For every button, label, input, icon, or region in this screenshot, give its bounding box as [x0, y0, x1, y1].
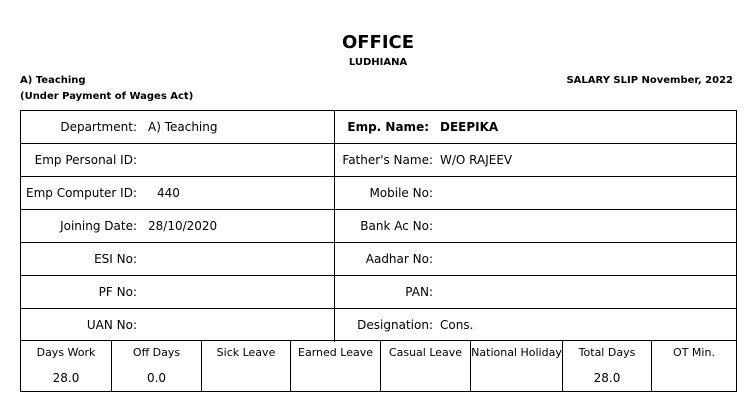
uan-label: UAN No:	[86, 318, 137, 332]
attendance-column-off-days	[111, 341, 201, 391]
table-row	[21, 144, 736, 177]
column-divider	[334, 177, 335, 209]
personal-id-label: Emp Personal ID:	[34, 153, 137, 167]
attendance-column-national-holiday	[470, 341, 562, 391]
attendance-column-ot-min	[651, 341, 736, 391]
department-label: Department:	[60, 120, 137, 134]
attendance-header: National Holiday	[471, 346, 562, 359]
attendance-header: Casual Leave	[388, 346, 463, 359]
bank-ac-label: Bank Ac No:	[360, 219, 433, 233]
table-row	[21, 111, 736, 144]
designation-value: Cons.	[440, 318, 474, 332]
attendance-column-casual-leave	[380, 341, 470, 391]
aadhar-label: Aadhar No:	[365, 252, 433, 266]
attendance-table	[20, 340, 737, 392]
department-value: A) Teaching	[148, 120, 218, 134]
column-divider	[334, 210, 335, 242]
pf-label: PF No:	[98, 285, 137, 299]
emp-name-value: DEEPIKA	[440, 120, 499, 134]
esi-label: ESI No:	[94, 252, 137, 266]
attendance-column-days-work	[21, 341, 111, 391]
section-block	[20, 73, 193, 105]
computer-id-value: 440	[157, 186, 180, 200]
column-divider	[334, 144, 335, 176]
attendance-value: 28.0	[52, 371, 80, 385]
attendance-value: 28.0	[593, 371, 621, 385]
column-divider	[334, 276, 335, 308]
mobile-label: Mobile No:	[369, 186, 433, 200]
slip-title: SALARY SLIP November, 2022	[566, 75, 733, 86]
designation-label: Designation:	[357, 318, 433, 332]
table-row	[21, 243, 736, 276]
fathers-name-label: Father's Name:	[342, 153, 433, 167]
column-divider	[334, 243, 335, 275]
computer-id-label: Emp Computer ID:	[26, 186, 137, 200]
table-row	[21, 177, 736, 210]
attendance-column-earned-leave	[290, 341, 380, 391]
attendance-value: 0.0	[146, 371, 167, 385]
attendance-header: Total Days	[578, 346, 636, 359]
fathers-name-value: W/O RAJEEV	[440, 153, 513, 167]
attendance-column-total-days	[562, 341, 651, 391]
attendance-header: Days Work	[36, 346, 96, 359]
emp-name-label: Emp. Name:	[347, 120, 429, 134]
column-divider	[334, 111, 335, 143]
attendance-header: Sick Leave	[216, 346, 276, 359]
section-act: (Under Payment of Wages Act)	[20, 91, 194, 102]
attendance-header: Off Days	[132, 346, 181, 359]
joining-date-value: 28/10/2020	[148, 219, 218, 233]
table-row	[21, 276, 736, 309]
joining-date-label: Joining Date:	[60, 219, 137, 233]
column-divider	[334, 309, 335, 342]
section-name: A) Teaching	[20, 75, 86, 86]
office-location: LUDHIANA	[348, 57, 408, 68]
attendance-header: Earned Leave	[298, 346, 373, 359]
pan-label: PAN:	[405, 285, 433, 299]
attendance-header: OT Min.	[673, 346, 715, 359]
table-row	[21, 210, 736, 243]
attendance-column-sick-leave	[201, 341, 290, 391]
employee-details-table	[20, 110, 737, 341]
office-title: OFFICE	[341, 32, 415, 53]
table-row	[21, 309, 736, 342]
